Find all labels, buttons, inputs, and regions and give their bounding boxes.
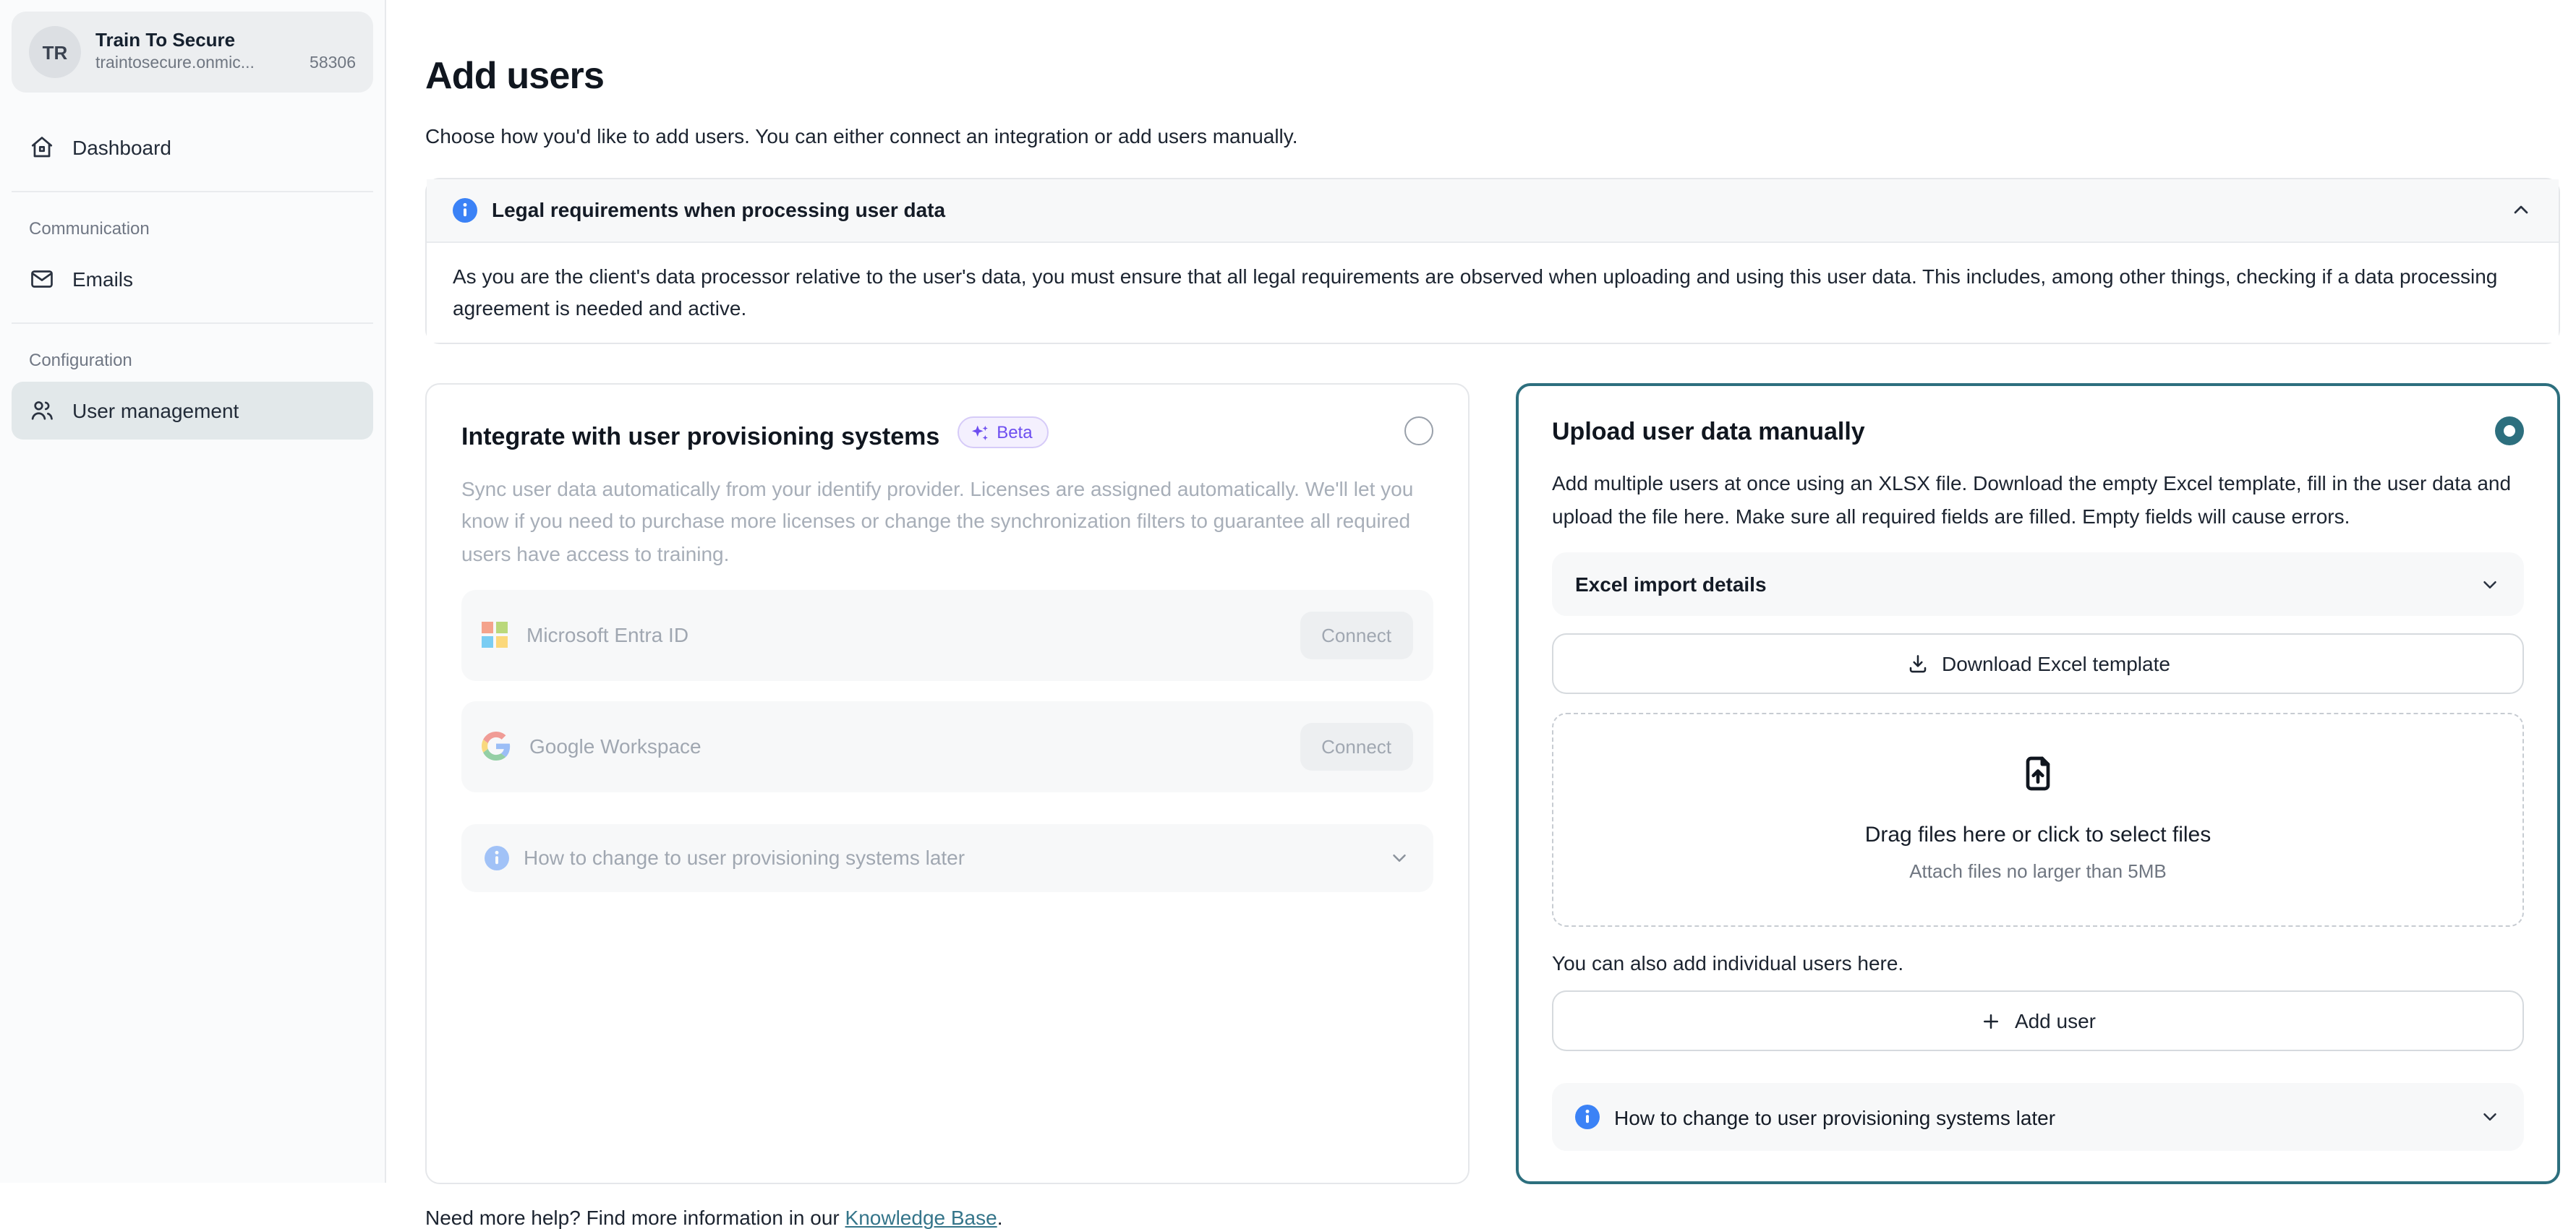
integration-howto-toggle[interactable] [461, 824, 1433, 892]
home-icon [29, 134, 55, 160]
sidebar-item-user-management[interactable] [12, 382, 373, 440]
info-icon [485, 846, 509, 870]
sidebar-item-label: User management [72, 399, 239, 422]
workspace-code: 58306 [310, 54, 356, 72]
manual-upload-card[interactable] [1516, 383, 2560, 1184]
manual-description: Add multiple users at once using an XLSX file. Download the empty Excel template, fill in the user data and upload the file here. Make sure all required fields are filled. Empty fields will cause errors. [1552, 471, 2512, 528]
provider-row-microsoft [461, 590, 1433, 681]
sidebar-divider [12, 191, 373, 192]
microsoft-logo-icon [482, 622, 508, 648]
sidebar-divider [12, 322, 373, 324]
plus-icon [1980, 1010, 2002, 1032]
file-dropzone[interactable] [1552, 713, 2524, 927]
workspace-switcher[interactable] [12, 12, 373, 93]
chevron-down-icon [1389, 847, 1410, 869]
excel-import-details-label: Excel import details [1575, 573, 1767, 596]
help-footer-suffix: . [997, 1206, 1003, 1229]
legal-banner-toggle[interactable] [427, 179, 2559, 241]
integration-card-title: Integrate with user provisioning systems [461, 423, 940, 451]
beta-badge-label: Beta [997, 422, 1033, 443]
info-icon [1575, 1105, 1600, 1129]
sidebar-item-label: Emails [72, 267, 134, 291]
sidebar-item-dashboard[interactable] [12, 119, 373, 176]
dropzone-title: Drag files here or click to select files [1864, 823, 2212, 848]
page-title: Add users [425, 53, 605, 98]
chevron-down-icon [2479, 1106, 2501, 1128]
manual-radio[interactable] [2495, 416, 2524, 445]
legal-requirements-banner [425, 178, 2560, 345]
provider-row-google [461, 701, 1433, 792]
sidebar-item-emails[interactable] [12, 250, 373, 308]
beta-badge [958, 416, 1048, 448]
integration-howto-label: How to change to user provisioning systems later [524, 846, 965, 870]
chevron-down-icon [2479, 573, 2501, 595]
legal-banner-title: Legal requirements when processing user data [492, 198, 946, 222]
workspace-meta [95, 29, 356, 75]
workspace-avatar: TR [29, 26, 81, 78]
chevron-up-icon[interactable] [2509, 199, 2533, 222]
mail-icon [29, 266, 55, 292]
provider-name: Microsoft Entra ID [526, 623, 689, 647]
file-upload-icon [2018, 753, 2058, 794]
sparkles-icon [971, 423, 989, 442]
download-excel-template-label: Download Excel template [1942, 652, 2170, 676]
manual-howto-toggle[interactable] [1552, 1083, 2524, 1151]
manual-card-title: Upload user data manually [1552, 418, 1865, 446]
sidebar-section-configuration: Configuration [29, 350, 132, 370]
individual-users-text: You can also add individual users here. [1552, 951, 1904, 975]
sidebar-item-label: Dashboard [72, 136, 171, 159]
sidebar-section-communication: Communication [29, 218, 150, 239]
excel-import-details-toggle[interactable] [1552, 552, 2524, 616]
workspace-domain: traintosecure.onmic... [95, 54, 255, 72]
integration-card[interactable] [425, 383, 1470, 1184]
users-icon [29, 398, 55, 424]
download-excel-template-button[interactable] [1552, 633, 2524, 694]
add-user-label: Add user [2014, 1009, 2097, 1033]
google-logo-icon [482, 732, 511, 761]
integration-description: Sync user data automatically from your identify provider. Licenses are assigned automatically. We'll let you know if you need to purchase more licenses or change the synchronization filters to guarantee all required users have access to training. [461, 476, 1414, 565]
integration-radio[interactable] [1404, 416, 1433, 445]
download-icon [1906, 652, 1929, 675]
workspace-name: Train To Secure [95, 29, 236, 51]
add-user-button[interactable] [1552, 990, 2524, 1051]
dropzone-hint: Attach files no larger than 5MB [1909, 860, 2167, 883]
legal-banner-body: As you are the client's data processor relative to the user's data, you must ensure that all legal requirements are observed when uploading and using this user data. This includes, among other things, checking if a data processing agreement is needed and active. [427, 241, 2559, 343]
info-icon [453, 198, 477, 223]
help-footer-text: Need more help? Find more information in our [425, 1206, 845, 1229]
page-subtitle: Choose how you'd like to add users. You can either connect an integration or add users manually. [425, 124, 1298, 147]
connect-google-button[interactable]: Connect [1300, 723, 1413, 771]
knowledge-base-link[interactable]: Knowledge Base [845, 1206, 997, 1229]
sidebar [0, 0, 386, 1183]
add-users-options [425, 383, 2560, 1184]
connect-microsoft-button[interactable]: Connect [1300, 612, 1413, 659]
main-content [386, 0, 2576, 1229]
provider-name: Google Workspace [529, 735, 701, 758]
manual-howto-label: How to change to user provisioning systems later [1614, 1105, 2056, 1129]
sidebar-nav [0, 104, 385, 442]
help-footer [425, 1206, 2560, 1229]
